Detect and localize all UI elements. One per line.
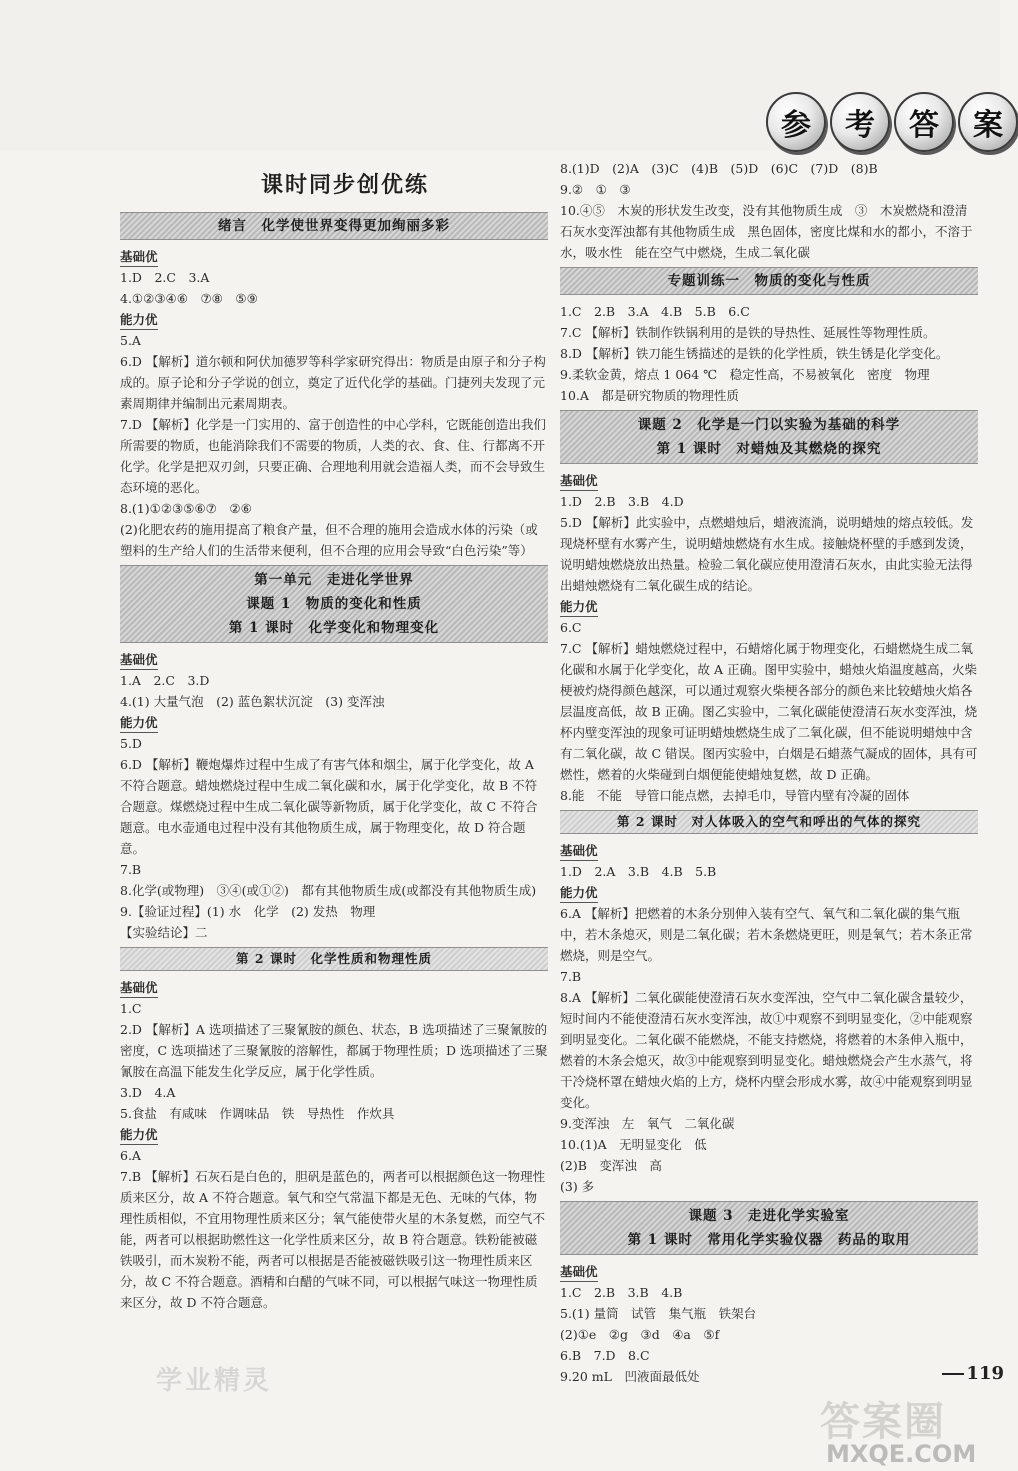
answer-block: [120, 330, 548, 561]
answer-line: 10.(1)A 无明显变化 低: [560, 1137, 707, 1152]
section-bar-unit1: [120, 565, 548, 643]
right-column: [560, 158, 978, 1387]
lesson-title: 第 1 课时 化学变化和物理变化: [228, 620, 440, 636]
page-number: [942, 1363, 1004, 1384]
level-label-ability: 能力优: [120, 1126, 158, 1145]
topic-title: 课题 3 走进化学实验室: [688, 1208, 850, 1224]
answer-line: 7.C 【解析】蜡烛燃烧过程中，石蜡熔化属于物理变化，石蜡燃烧生成二氧化碳和水属于化学变化，故 A 正确。图甲实验中，蜡烛火焰温度越高，火柴梗被灼烧得颜色越深，可以通过观察火柴梗各部分的颜色来比较蜡烛火焰各层温度高低，故 B 正确。图乙实验中，二氧化碳能使澄清石灰水变浑浊，烧杯内壁变浑浊的现象可证明蜡烛燃烧生成了二氧化碳，但不能说明蜡烛中含有二氧化碳，故 C 错误。图丙实验中，白烟是石蜡蒸气凝成的固体，具有可燃性，燃着的火柴碰到白烟便能使蜡烛复燃，故 D 正确。: [560, 641, 978, 782]
answer-line: 2.D 【解析】A 选项描述了三聚氰胺的颜色、状态，B 选项描述了三聚氰胺的密度，C 选项描述了三聚氰胺的溶解性，都属于物理性质；D 选项描述了三聚氰胺在高温下能发生化学反应，属于化学性质。: [120, 1022, 548, 1079]
answer-line: 6.A: [120, 1148, 141, 1163]
page-number-value: 119: [966, 1363, 1004, 1384]
answer-block: [560, 1282, 978, 1387]
answer-line: 6.C: [560, 620, 582, 635]
badge-char: 答: [894, 92, 954, 152]
answer-line: 9.② ① ③: [560, 182, 631, 197]
page-title: 课时同步创优练: [260, 172, 429, 198]
answer-line: 10.④⑤ 木炭的形状发生改变，没有其他物质生成 ③ 木炭燃烧和澄清石灰水变浑浊都有其他物质生成 黑色固体，密度比煤和水的都小，不溶于水，吸水性 能在空气中燃烧，生成二氧化碳: [560, 203, 973, 260]
answer-line: 9.【验证过程】(1) 水 化学 (2) 发热 物理: [120, 904, 376, 919]
answer-line: 1.D 2.C 3.A: [120, 270, 210, 285]
answer-line: 7.C 【解析】铁制作铁锅利用的是铁的导热性、延展性等物理性质。: [560, 325, 936, 340]
page-number-dash: [942, 1373, 964, 1375]
lesson-title: 第 1 课时 常用化学实验仪器 药品的取用: [627, 1232, 911, 1248]
answer-block: [560, 903, 978, 1197]
answer-key-badges: [766, 92, 1018, 152]
answer-line: 9.柔软金黄，熔点 1 064 ℃ 稳定性高，不易被氧化 密度 物理: [560, 367, 930, 382]
badge-char: 案: [958, 92, 1018, 152]
answer-block: [560, 158, 978, 263]
answer-line: 5.A: [120, 333, 141, 348]
answer-line: 5.D: [120, 736, 142, 751]
answer-line: 1.C: [120, 1001, 142, 1016]
answer-line: (2)化肥农药的施用提高了粮食产量，但不合理的施用会造成水体的污染（或塑料的生产给人们的生活带来便利，但不合理的应用会导致“白色污染”等）: [120, 522, 538, 558]
answer-line: 8.(1)①②③⑤⑥⑦ ②⑥: [120, 501, 252, 516]
answer-line: 7.B: [560, 969, 582, 984]
answer-block: [120, 267, 548, 309]
answer-line: 4.(1) 大量气泡 (2) 蓝色絮状沉淀 (3) 变浑浊: [120, 694, 385, 709]
answer-line: 4.①②③④⑥ ⑦⑧ ⑤⑨: [120, 291, 258, 306]
level-label-basic: 基础优: [120, 651, 158, 670]
badge-char: 考: [830, 92, 890, 152]
section-bar-topic3: [560, 1201, 978, 1255]
level-label-ability: 能力优: [560, 884, 598, 903]
answer-line: 8.A 【解析】二氧化碳能使澄清石灰水变浑浊，空气中二氧化碳含量较少，短时间内不能使澄清石灰水变浑浊，故①中观察不到明显变化，②中能观察到明显变化。二氧化碳不能燃烧，不能支持燃烧，将燃着的木条伸入瓶中，燃着的木条会熄灭，故③中能观察到明显变化。蜡烛燃烧会产生水蒸气，将干冷烧杯罩在蜡烛火焰的上方，烧杯内壁会形成水雾，故④中能观察到明显变化。: [560, 990, 973, 1110]
answer-block: [120, 998, 548, 1124]
level-label-ability: 能力优: [560, 598, 598, 617]
answer-block: [120, 733, 548, 943]
answer-line: 6.D 【解析】鞭炮爆炸过程中生成了有害气体和烟尘，属于化学变化，故 A 不符合题意。蜡烛燃烧过程中生成二氧化碳和水，属于化学变化，故 B 不符合题意。煤燃烧过程中生成二氧化碳等新物质，属于化学变化，故 C 不符合题意。电水壶通电过程中没有其他物质生成，属于物理变化，故 D 符合题意。: [120, 757, 538, 856]
answer-line: 3.D 4.A: [120, 1085, 176, 1100]
answer-block: [120, 1145, 548, 1313]
answer-line: 5.食盐 有咸味 作调味品 铁 导热性 作炊具: [120, 1106, 395, 1121]
answer-line: 7.B 【解析】石灰石是白色的，胆矾是蓝色的，两者可以根据颜色这一物理性质来区分，故 A 不符合题意。氧气和空气常温下都是无色、无味的气体，物理性质相似，不宜用物理性质来区分；氧气能使带火星的木条复燃，而空气不能，两者可以根据助燃性这一化学性质来区分，故 B 符合题意。铁粉能被磁铁吸引，而木炭粉不能，两者可以根据是否能被磁铁吸引这一物理性质来区分，故 C 不符合题意。酒精和白醋的气味不同，可以根据气味这一物理性质来区分，故 D 不符合题意。: [120, 1169, 546, 1310]
watermark-url: MXQE.COM: [826, 1440, 977, 1468]
level-label-ability: 能力优: [120, 311, 158, 330]
level-label-basic: 基础优: [560, 1263, 598, 1282]
watermark-logo: 答案圈: [820, 1399, 946, 1445]
answer-line: 9.20 mL 凹液面最低处: [560, 1369, 700, 1384]
section-bar-lesson2: 第 2 课时 对人体吸入的空气和呼出的气体的探究: [560, 810, 978, 834]
topic-title: 课题 2 化学是一门以实验为基础的科学: [637, 417, 901, 433]
answer-line: 6.B 7.D 8.C: [560, 1348, 650, 1363]
answer-line: 1.D 2.A 3.B 4.B 5.B: [560, 864, 717, 879]
level-label-basic: 基础优: [560, 472, 598, 491]
level-label-basic: 基础优: [560, 842, 598, 861]
answer-block: [560, 617, 978, 806]
unit-title: 第一单元 走进化学世界: [254, 572, 414, 588]
answer-line: 8.D 【解析】铁刀能生锈描述的是铁的化学性质，铁生锈是化学变化。: [560, 346, 949, 361]
answer-line: (3) 多: [560, 1179, 595, 1194]
level-label-basic: 基础优: [120, 979, 158, 998]
section-bar-special-training: 专题训练一 物质的变化与性质: [560, 267, 978, 295]
answer-line: 8.(1)D (2)A (3)C (4)B (5)D (6)C (7)D (8)B: [560, 161, 878, 176]
answer-line: 10.A 都是研究物质的物理性质: [560, 388, 739, 403]
level-label-basic: 基础优: [120, 248, 158, 267]
answer-line: (2)①e ②g ③d ④a ⑤f: [560, 1327, 720, 1342]
answer-line: 1.C 2.B 3.B 4.B: [560, 1285, 683, 1300]
answer-block: [560, 301, 978, 406]
answer-line: 5.(1) 量筒 试管 集气瓶 铁架台: [560, 1306, 757, 1321]
lesson-title: 第 1 课时 对蜡烛及其燃烧的探究: [656, 441, 882, 457]
answer-line: 8.能 不能 导管口能点燃，去掉毛巾，导管内壁有冷凝的固体: [560, 788, 910, 803]
section-bar-intro: 绪言 化学使世界变得更加绚丽多彩: [120, 212, 548, 240]
answer-block: [560, 861, 978, 882]
topic-title: 课题 1 物质的变化和性质: [246, 596, 422, 612]
watermark-seal: 学业精灵: [156, 1366, 273, 1396]
answer-line: 1.C 2.B 3.A 4.B 5.B 6.C: [560, 304, 750, 319]
answer-line: 6.A 【解析】把燃着的木条分别伸入装有空气、氧气和二氧化碳的集气瓶中，若木条熄灭，则是二氧化碳；若木条燃烧更旺，则是氧气；若木条正常燃烧，则是空气。: [560, 906, 973, 963]
section-bar-topic2: [560, 410, 978, 464]
left-column: [120, 208, 548, 1313]
answer-line: 1.A 2.C 3.D: [120, 673, 210, 688]
answer-line: 7.B: [120, 862, 142, 877]
answer-line: 1.D 2.B 3.B 4.D: [560, 494, 684, 509]
answer-block: [120, 670, 548, 712]
answer-line: 8.化学(或物理) ③④(或①②) 都有其他物质生成(或都没有其他物质生成): [120, 883, 537, 898]
badge-char: 参: [766, 92, 826, 152]
answer-line: 【实验结论】二: [120, 925, 208, 940]
answer-line: 6.D 【解析】道尔顿和阿伏加德罗等科学家研究得出：物质是由原子和分子构成的。原子论和分子学说的创立，奠定了近代化学的基础。门捷列夫发现了元素周期律并编制出元素周期表。: [120, 354, 546, 411]
answer-line: 9.变浑浊 左 氧气 二氧化碳: [560, 1116, 735, 1131]
answer-block: [560, 491, 978, 596]
level-label-ability: 能力优: [120, 714, 158, 733]
answer-line: 5.D 【解析】此实验中，点燃蜡烛后，蜡液流淌，说明蜡烛的熔点较低。发现烧杯壁有水雾产生，说明蜡烛燃烧有水生成。接触烧杯壁的手感到发烫，说明蜡烛燃烧放出热量。检验二氧化碳应使用澄清石灰水，由此实验无法得出蜡烛燃烧有二氧化碳生成的结论。: [560, 515, 974, 593]
answer-line: 7.D 【解析】化学是一门实用的、富于创造性的中心学科，它既能创造出我们所需要的物质，也能消除我们不需要的物质，人类的衣、食、住、行都离不开化学。化学是把双刃剑，只要正确、合理地利用就会造福人类，而不会导致生态环境的恶化。: [120, 417, 546, 495]
section-bar-lesson2: 第 2 课时 化学性质和物理性质: [120, 947, 548, 971]
answer-line: (2)B 变浑浊 高: [560, 1158, 662, 1173]
